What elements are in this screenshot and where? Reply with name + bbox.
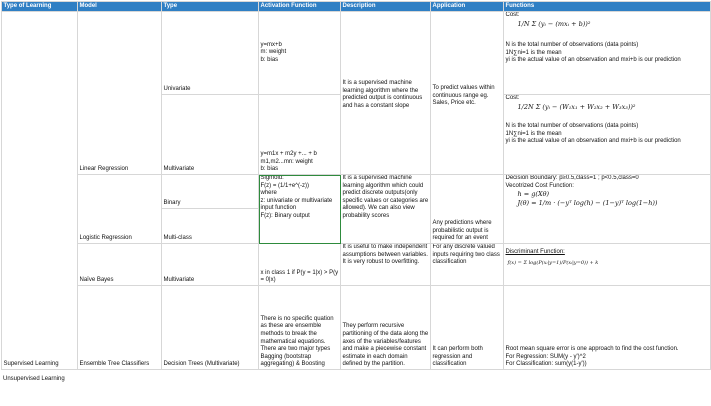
cell-multivariate-functions[interactable] bbox=[504, 95, 711, 175]
cell-naive-bayes-activation[interactable]: x in class 1 if P(y = 1|x) > P(y = 0|x) bbox=[259, 244, 341, 286]
cell-logistic-application[interactable]: Any predictions where probabilistic output is required for an event bbox=[431, 175, 504, 244]
discriminant-formula: f(x) = Σ log(P(xᵢ|y=1)/P(xᵢ|y=0)) + k bbox=[507, 259, 599, 266]
logistic-functions-text: Decision Boundary: p≥0.5,class=1 ; p<0.5,class=0 Vecotrized Cost Function: bbox=[505, 175, 639, 189]
row-logistic-regression bbox=[2, 175, 711, 244]
header-model[interactable]: Model bbox=[78, 2, 162, 12]
multiclass-label: Multi-class bbox=[163, 235, 192, 242]
header-type[interactable]: Type bbox=[162, 2, 259, 12]
cell-ensemble-application[interactable]: It can perform both regression and classification bbox=[431, 286, 504, 370]
header-application[interactable]: Application bbox=[431, 2, 504, 12]
cell-naive-bayes-application[interactable]: For any discrete valued inputs requiring two class classification bbox=[431, 244, 504, 286]
header-type-of-learning[interactable]: Type of Learning bbox=[2, 2, 78, 12]
naive-bayes-label: Naïve Bayes bbox=[79, 277, 114, 284]
header-functions[interactable]: Functions bbox=[504, 2, 711, 12]
cell-univariate-activation[interactable]: y=mx+b m: weight b: bias bbox=[259, 12, 341, 95]
supervised-learning-label: Supervised Learning bbox=[3, 361, 59, 368]
header-activation-function[interactable]: Activation Function bbox=[259, 2, 341, 12]
cell-supervised-learning[interactable] bbox=[2, 12, 78, 370]
multivariate-cost-formula: 1/2N Σ (yᵢ − (W₁x₁ + W₂x₂ + W₃x₃))² bbox=[517, 102, 636, 111]
header-row bbox=[2, 2, 711, 12]
cell-logistic-description[interactable]: It is a supervised machine learning algorithm which could predict discrete outputs(only specific values or categories are allowed). We can also view probability scores bbox=[341, 175, 431, 244]
cell-multivariate-type[interactable] bbox=[162, 95, 259, 175]
cell-logistic-type bbox=[162, 175, 259, 244]
unsupervised-learning-label[interactable]: Unsupervised Learning bbox=[3, 376, 65, 382]
cell-naive-bayes-model[interactable] bbox=[78, 244, 162, 286]
univariate-cost-formula: 1/N Σ (yᵢ − (mxᵢ + b))² bbox=[517, 19, 591, 28]
cell-multivariate-activation[interactable]: y=m1x + m2y +... + b m1,m2...mn: weight b: bias bbox=[259, 95, 341, 175]
multivariate-cost-label: Cost: bbox=[505, 95, 520, 101]
multivariate-label: Multivariate bbox=[163, 166, 195, 173]
cell-univariate-type[interactable] bbox=[162, 12, 259, 95]
cell-logistic-activation[interactable]: Sigmoid: F(z) = (1/1+e^(-z)) where z: univariate or multivariate input function F(z): Binary output bbox=[259, 175, 341, 244]
cell-ensemble-model[interactable] bbox=[78, 286, 162, 370]
cell-ensemble-description[interactable]: They perform recursive partitioning of the data along the axes of the variables/features and make a piecewise constant estimate in each domain defined by the partition. bbox=[341, 286, 431, 370]
ml-models-table bbox=[1, 1, 711, 370]
cell-univariate-functions[interactable] bbox=[504, 12, 711, 95]
cell-naive-bayes-type[interactable] bbox=[162, 244, 259, 286]
cell-multiclass-type[interactable] bbox=[162, 209, 258, 243]
cell-ensemble-activation[interactable]: There is no specific quation as these are ensemble methods to break the mathematical equations. There are two major types Bagging (bootstrap aggregating) & Boosting bbox=[259, 286, 341, 370]
binary-label: Binary bbox=[163, 200, 181, 207]
cell-ensemble-functions[interactable]: Root mean square error is one approach to find the cost function. For Regression: SUM(y - y')^2 For Classification: sum(y(1-y')) bbox=[504, 286, 711, 370]
univariate-label: Univariate bbox=[163, 86, 191, 93]
cell-linear-description[interactable]: It is a supervised machine learning algorithm where the predicted output is continuous and has a constant slope bbox=[341, 12, 431, 175]
cell-ensemble-type[interactable] bbox=[162, 286, 259, 370]
row-ensemble-trees bbox=[2, 286, 711, 370]
naive-bayes-type-label: Multivariate bbox=[163, 277, 195, 284]
cell-naive-bayes-functions[interactable] bbox=[504, 244, 711, 286]
row-linear-univariate bbox=[2, 12, 711, 95]
cell-linear-application[interactable]: To predict values within continuous range eg. Sales, Price etc. bbox=[431, 12, 504, 175]
cell-logistic-regression-model[interactable] bbox=[78, 175, 162, 244]
ensemble-label: Ensemble Tree Classifiers bbox=[79, 361, 150, 368]
cell-logistic-functions[interactable] bbox=[504, 175, 711, 244]
logistic-hypothesis-formula: h = g(Xθ) bbox=[517, 190, 550, 199]
logistic-cost-formula: J(θ) = 1/m · (−yᵀ log(h) − (1−y)ᵀ log(1−h)) bbox=[517, 198, 658, 207]
header-description[interactable]: Description bbox=[341, 2, 431, 12]
cell-naive-bayes-description[interactable]: It is useful to make independent assumptions between variables. It is very robust to overfitting. bbox=[341, 244, 431, 286]
discriminant-function-label: Discriminant Function: bbox=[505, 249, 565, 255]
cell-binary-type[interactable] bbox=[162, 175, 258, 209]
univariate-cost-label: Cost: bbox=[505, 12, 520, 18]
decision-trees-label: Decision Trees (Multivariate) bbox=[163, 361, 240, 368]
cell-linear-regression-model[interactable] bbox=[78, 12, 162, 175]
linear-regression-label: Linear Regression bbox=[79, 166, 129, 173]
row-naive-bayes bbox=[2, 244, 711, 286]
logistic-regression-label: Logistic Regression bbox=[79, 235, 132, 242]
univariate-cost-notes: N is the total number of observations (data points) 1N∑ni=1 is the mean yi is the actual value of an observation and mxi+b is our prediction bbox=[505, 42, 681, 64]
multivariate-cost-notes: N is the total number of observations (data points) 1N∑ni=1 is the mean yi is the actual value of an observation and mxi+b is our prediction bbox=[505, 123, 681, 145]
